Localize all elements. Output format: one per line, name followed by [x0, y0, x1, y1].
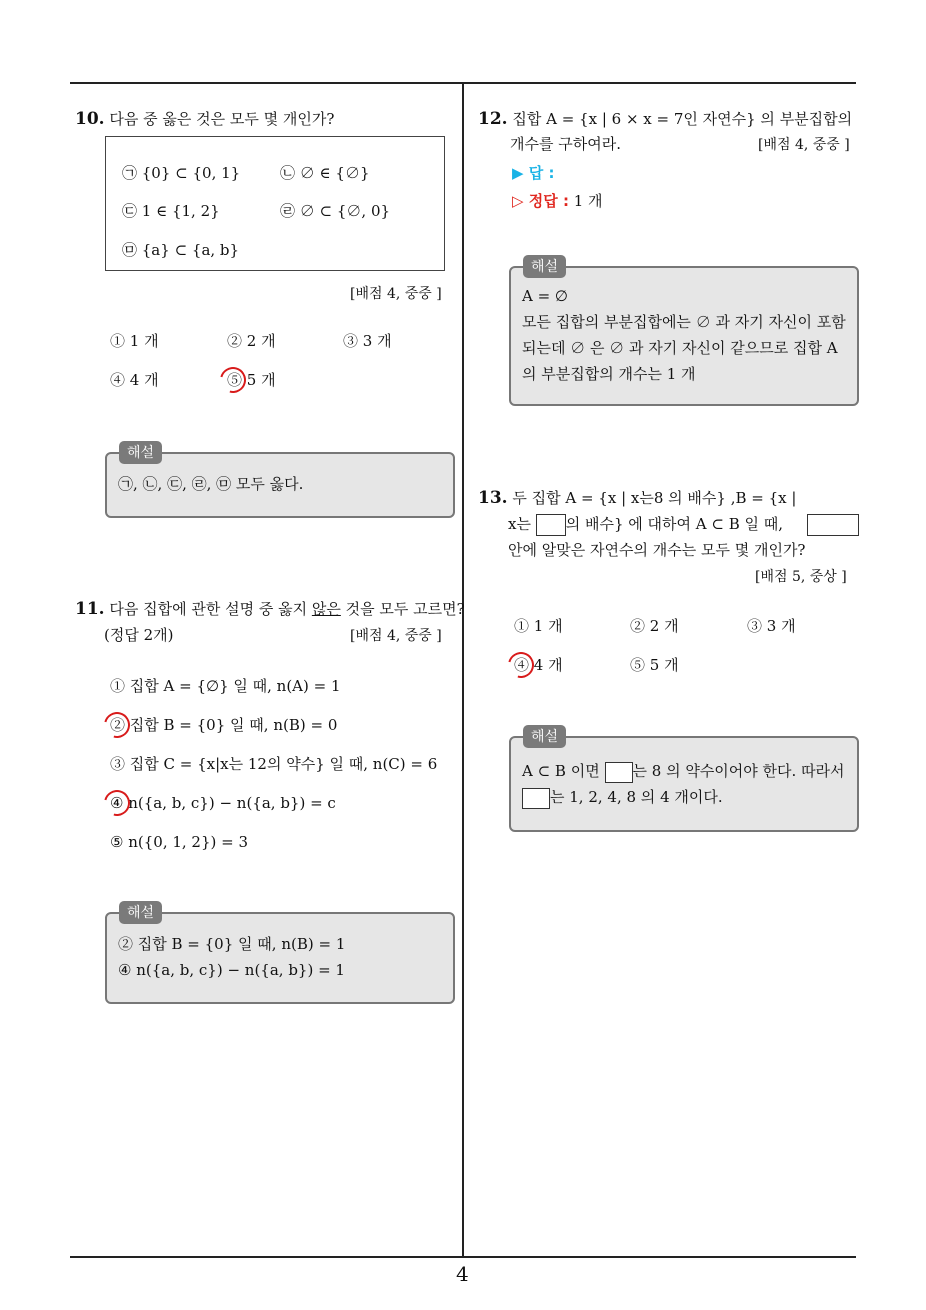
q10-text: 다음 중 옳은 것은 모두 몇 개인가? [109, 110, 335, 128]
q13-question-line-3: 안에 알맞은 자연수의 개수는 모두 몇 개인가? [508, 541, 806, 559]
q12-solution-tag: 해설 [523, 255, 566, 278]
q13-solution-box [509, 736, 859, 832]
q13-question-line-2 [508, 513, 783, 536]
q11-text-underlined: 않은 [311, 600, 341, 618]
q12-number: 12. [478, 109, 508, 129]
q12-solution-line-4: 의 부분집합의 개수는 1 개 [522, 365, 696, 383]
column-divider [462, 84, 464, 1258]
q11-number: 11. [75, 599, 105, 619]
q13-number: 13. [478, 488, 508, 508]
q12-correct [512, 190, 603, 212]
q11-score: [배점 4, 중중 ] [350, 628, 442, 644]
q11-question [75, 598, 465, 620]
q10-item-3: ㉢ 1 ∈ {1, 2} [122, 202, 220, 220]
q11-text-b: 것을 모두 고르면? [340, 600, 465, 618]
q10-number: 10. [75, 109, 105, 129]
page-number: 4 [456, 1262, 469, 1286]
q11-answer-mark-2 [99, 707, 135, 743]
q11-solution-tag: 해설 [119, 901, 162, 924]
q13-score: [배점 5, 중상 ] [755, 569, 847, 585]
q10-choice-2[interactable]: ② 2 개 [227, 332, 276, 350]
q11-solution-line-2: ④ n({a, b, c}) − n({a, b}) = 1 [118, 961, 345, 979]
q10-question [75, 108, 334, 130]
q13-solution-blank-1 [605, 762, 633, 783]
q11-choice-5[interactable]: ⑤ n({0, 1, 2}) = 3 [110, 833, 249, 851]
q13-choice-3[interactable]: ③ 3 개 [747, 617, 796, 635]
q11-text-a: 다음 집합에 관한 설명 중 옳지 [109, 600, 312, 618]
q12-solution-line-2: 모든 집합의 부분집합에는 ∅ 과 자기 자신이 포함 [522, 313, 846, 331]
q11-choice-3[interactable]: ③ 집합 C = {x|x는 12의 약수} 일 때, n(C) = 6 [110, 755, 438, 773]
q13-text-2a: x는 [508, 515, 531, 533]
q10-answer-mark [215, 362, 251, 398]
q10-solution-tag: 해설 [119, 441, 162, 464]
q11-choice-4[interactable]: ④ n({a, b, c}) − n({a, b}) = c [110, 794, 336, 812]
q13-question-line-1 [478, 487, 796, 509]
q12-correct-value: 1 개 [573, 192, 603, 210]
q13-solution-line-1 [522, 760, 845, 783]
q13-blank-1 [536, 514, 566, 536]
q10-choice-3[interactable]: ③ 3 개 [343, 332, 392, 350]
q11-solution-box [105, 912, 455, 1004]
q13-solution-tag: 해설 [523, 725, 566, 748]
q13-solution-1b: 는 8 의 약수이어야 한다. 따라서 [632, 762, 845, 780]
q12-question-line-2: 개수를 구하여라. [510, 135, 621, 153]
bottom-rule [70, 1256, 856, 1258]
q10-score: [배점 4, 중중 ] [350, 286, 442, 302]
q12-score: [배점 4, 중중 ] [758, 137, 850, 153]
q13-answer-mark [503, 647, 539, 683]
q13-solution-blank-2 [522, 788, 550, 809]
q10-item-2: ㉡ ∅ ∈ {∅} [280, 164, 370, 182]
q10-choice-1[interactable]: ① 1 개 [110, 332, 159, 350]
q12-solution-line-1: A = ∅ [522, 287, 569, 305]
q11-answer-mark-4 [99, 785, 135, 821]
q11-choice-1[interactable]: ① 집합 A = {∅} 일 때, n(A) = 1 [110, 677, 341, 695]
q10-choice-5[interactable]: ⑤ 5 개 [227, 371, 276, 389]
q10-solution-text: ㉠, ㉡, ㉢, ㉣, ㉤ 모두 옳다. [118, 475, 304, 493]
q12-correct-label: ▷ 정답 : [512, 192, 569, 210]
q11-choice-2[interactable]: ② 집합 B = {0} 일 때, n(B) = 0 [110, 716, 338, 734]
q12-solution-line-3: 되는데 ∅ 은 ∅ 과 자기 자신이 같으므로 집합 A [522, 339, 838, 357]
q12-question-line-1 [478, 108, 852, 130]
q13-choice-5[interactable]: ⑤ 5 개 [630, 656, 679, 674]
q13-solution-2: 는 1, 2, 4, 8 의 4 개이다. [550, 788, 723, 806]
q13-choice-4[interactable]: ④ 4 개 [514, 656, 563, 674]
q13-text-2b: 의 배수} 에 대하여 A ⊂ B 일 때, [565, 515, 784, 533]
q10-item-4: ㉣ ∅ ⊂ {∅, 0} [280, 202, 391, 220]
q11-note: (정답 2개) [104, 626, 174, 644]
q13-text-1: 두 집합 A = {x | x는8 의 배수} ,B = {x | [512, 489, 797, 507]
q13-solution-1a: A ⊂ B 이면 [522, 762, 600, 780]
q10-item-5: ㉤ {a} ⊂ {a, b} [122, 241, 240, 259]
q13-blank-2 [807, 514, 859, 536]
q10-choice-4[interactable]: ④ 4 개 [110, 371, 159, 389]
q12-text-1: 집합 A = {x | 6 × x = 7인 자연수} 의 부분집합의 [512, 110, 853, 128]
q13-solution-line-2 [522, 786, 723, 809]
q12-answer-label: ▶ 답 : [512, 164, 555, 182]
q13-choice-1[interactable]: ① 1 개 [514, 617, 563, 635]
q10-item-1: ㉠ {0} ⊂ {0, 1} [122, 164, 241, 182]
q13-choice-2[interactable]: ② 2 개 [630, 617, 679, 635]
q11-solution-line-1: ② 집합 B = {0} 일 때, n(B) = 1 [118, 935, 346, 953]
